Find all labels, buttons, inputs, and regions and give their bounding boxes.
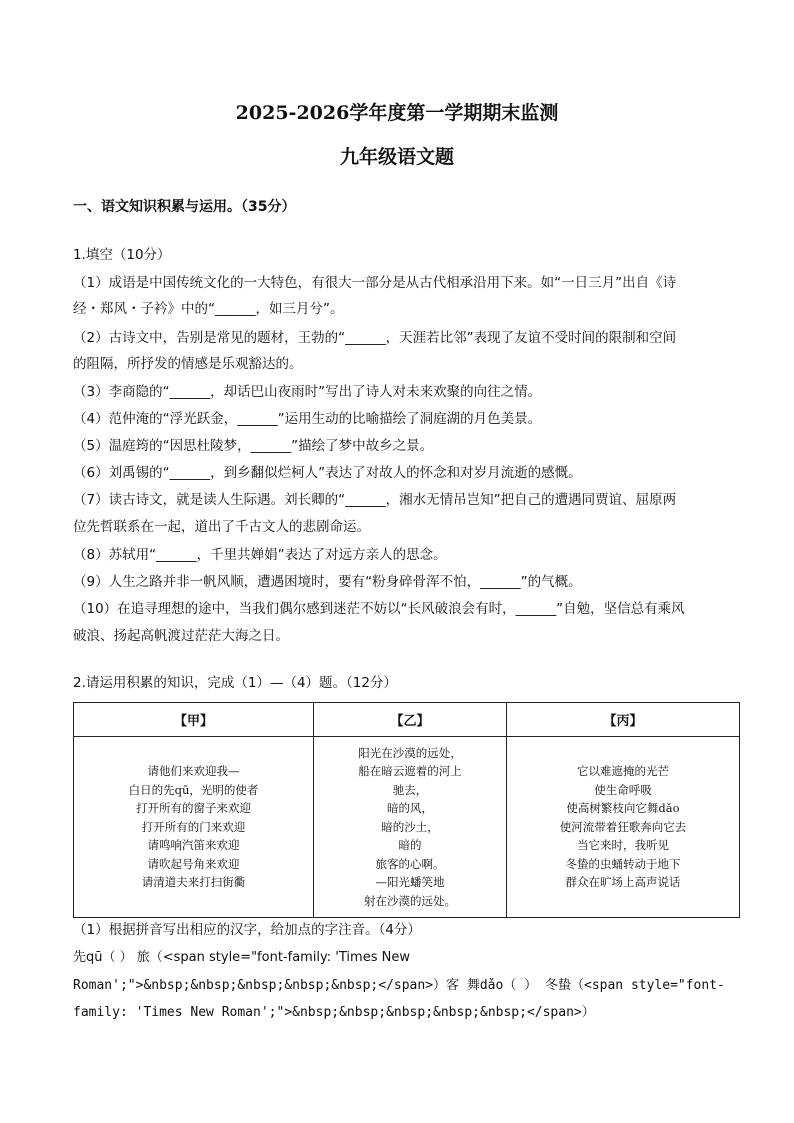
section-heading: 一、语文知识积累与运用。（35分） [73, 199, 296, 215]
poem-line: 打开所有的窗子来欢迎 [136, 801, 251, 816]
poem-header-jia: 【甲】 [74, 703, 314, 737]
poem-line: 驰去， [392, 782, 428, 797]
question-1-heading: 1.填空（10分） [73, 247, 171, 263]
question-1-line: （6）刘禹锡的“______，到乡翻似烂柯人”表达了对故人的怀念和对岁月流逝的感慨。 [73, 465, 582, 481]
poem-line: 船在暗云遮着的河上 [358, 764, 462, 779]
poem-line: 群众在旷场上高声说话 [565, 875, 681, 890]
exam-subtitle: 九年级语文题 [339, 146, 454, 168]
question-1-line: （10）在追寻理想的途中，当我们偶尔感到迷茫不妨以“长风破浪会有时，______”自勉，坚信总有乘风 [73, 601, 685, 617]
poem-jia-cell [74, 737, 314, 918]
poem-line: 请清道夫来打扫街衢 [141, 875, 246, 890]
question-1-line: 经・郑风・子衿》中的“______，如三月兮”。 [73, 301, 344, 317]
poem-line: 打开所有的门来欢迎 [141, 819, 246, 834]
question-1-line: （5）温庭筠的“因思杜陵梦，______”描绘了梦中故乡之景。 [73, 438, 434, 454]
poem-table [73, 702, 740, 918]
poem-line: 阳光在沙漠的远处， [358, 745, 462, 760]
question-1-line: （8）苏轼用“______，千里共婵娟”表达了对远方亲人的思念。 [73, 547, 447, 563]
question-1-line: （7）读古诗文，就是读人生际遇。刘长卿的“______，湘水无情吊岂知”把自己的遭遇同贾谊、屈原两 [73, 492, 677, 508]
pinyin-line [73, 974, 725, 993]
pinyin-line [73, 946, 410, 965]
question-2-heading: 2.请运用积累的知识，完成（1）—（4）题。（12分） [73, 675, 397, 691]
poem-line: 请他们来欢迎我— [147, 764, 240, 779]
poem-line: 射在沙漠的远处。 [364, 893, 456, 908]
poem-line: 暗的 [398, 838, 422, 853]
pinyin-line [73, 1001, 595, 1020]
question-1-line: （4）范仲淹的“浮光跃金，______”运用生动的比喻描绘了洞庭湖的月色美景。 [73, 411, 542, 427]
pinyin-line-text: family: 'Times New Roman';">&nbsp;&nbsp;&nbsp;&nbsp;&nbsp;</span>） [73, 1005, 595, 1020]
question-1-line: （1）成语是中国传统文化的一大特色，有很大一部分是从古代相承沿用下来。如“一日三月”出自《诗 [73, 275, 677, 291]
pinyin-line-text: 先qū（ ） 旅（<span style="font-family: 'Times New [73, 950, 410, 965]
poem-bing-cell [507, 737, 740, 918]
question-2-sub1: （1）根据拼音写出相应的汉字，给加点的字注音。（4分） [73, 922, 421, 938]
poem-line: 使高树繁枝向它舞dǎo [566, 801, 680, 816]
poem-header-yi: 【乙】 [314, 703, 507, 737]
poem-line: —阳光蟠笑地 [375, 875, 445, 890]
question-1-line: （3）李商隐的“______，却话巴山夜雨时”写出了诗人对未来欢聚的向往之情。 [73, 384, 542, 400]
question-1-line: 位先哲联系在一起，道出了千古文人的悲剧命运。 [73, 519, 370, 535]
pinyin-line-text: Roman';">&nbsp;&nbsp;&nbsp;&nbsp;&nbsp;</span>）客 舞dǎo（ ） 冬蛰（<span style="font- [73, 978, 725, 993]
question-1-line: 的阻隔，所抒发的情感是乐观豁达的。 [73, 356, 303, 372]
poem-line: 使河流带着狂歌奔向它去 [559, 819, 687, 834]
poem-line: 旅客的心啊。 [375, 856, 445, 871]
poem-line: 它以难遮掩的光芒 [577, 764, 669, 779]
poem-line: 暗的风， [387, 801, 433, 816]
exam-title: 2025-2026学年度第一学期期末监测 [235, 102, 559, 124]
poem-yi-cell [314, 737, 507, 918]
question-1-line: （9）人生之路并非一帆风顺，遭遇困境时，要有“粉身碎骨浑不怕，______”的气概。 [73, 574, 582, 590]
poem-line: 请吹起号角来欢迎 [147, 856, 240, 871]
poem-line: 当它来时，我听见 [577, 838, 669, 853]
question-1-line: 破浪、扬起高帆渡过茫茫大海之日。 [73, 628, 289, 644]
poem-header-bing: 【丙】 [507, 703, 740, 737]
poem-line: 使生命呼吸 [594, 782, 652, 797]
poem-line: 请鸣响汽笛来欢迎 [147, 838, 240, 853]
poem-line: 冬蛰的虫蛹转动于地下 [565, 856, 681, 871]
poem-line: 白日的先qū，光明的使者 [128, 782, 259, 797]
question-1-line: （2）古诗文中，告别是常见的题材，王勃的“______，天涯若比邻”表现了友谊不受时间的限制和空间 [73, 330, 677, 346]
poem-line: 暗的沙土， [381, 819, 439, 834]
